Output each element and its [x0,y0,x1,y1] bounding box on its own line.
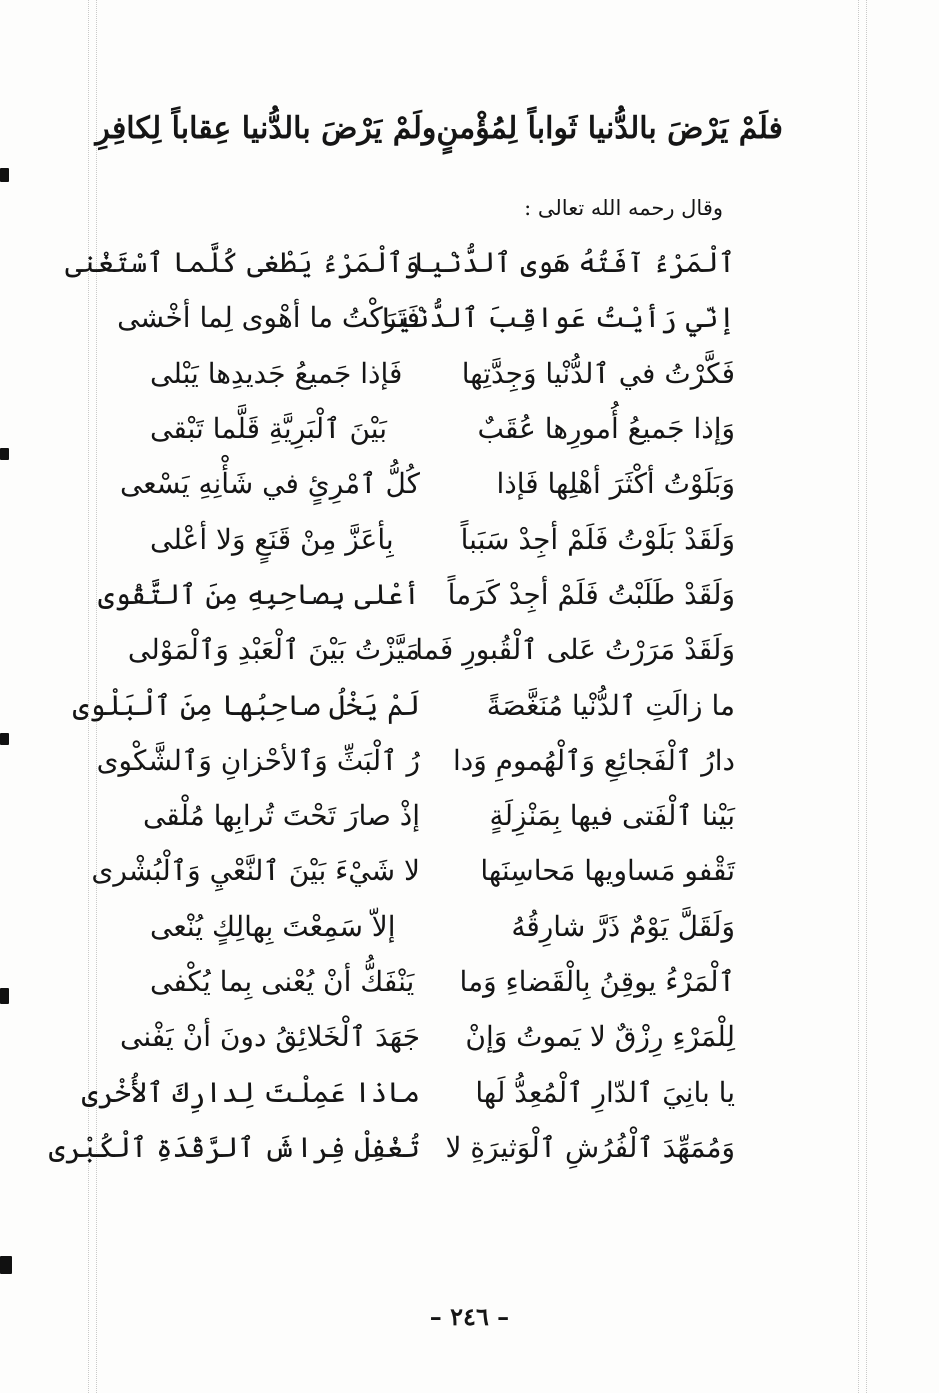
verse-line [96,733,735,788]
opening-verse [95,98,783,158]
verse-line [117,290,735,345]
opening-verse-first-hemistich: فلَمْ يَرْضَ بالدُّنيا ثَواباً لِمُؤْمنٍ [436,110,783,146]
scan-line-right-inner [858,0,859,1393]
verse-first-hemistich: وَلَقَلَّ يَوْمٌ ذَرَّ شارِقُهُ [511,909,735,943]
poem-introduction: وقال رحمه الله تعالى : [524,196,723,220]
verse-first-hemistich: ما زالَتِ ٱلدُّنْيا مُنَغَّصَةً [486,688,735,722]
verse-first-hemistich: وَمُمَهِّدَ ٱلْفُرُشِ ٱلْوَثيرَةِ لا [445,1130,735,1164]
verse-second-hemistich: لَمْ يَخْلُ صاحِبُها مِنَ ٱلْبَلْوى [72,688,420,722]
verse-first-hemistich: وَلَقَدْ طَلَبْتُ فَلَمْ أجِدْ كَرَماً [447,577,735,611]
verse-line [150,511,735,566]
verse-first-hemistich: وَبَلَوْتُ أكْثَرَ أهْلِها فَإذا [496,467,735,501]
verse-line [150,954,735,1009]
scan-line-right-outer [866,0,867,1393]
verse-line [91,843,735,898]
verse-second-hemistich: جَهَدَ ٱلْخَلائِقُ دونَ أنْ يَفْنى [119,1020,420,1054]
opening-verse-second-hemistich: ولَمْ يَرْضَ بالدُّنيا عِقاباً لِكافِرِ [95,110,437,146]
verse-first-hemistich: وَلَقَدْ مَرَرْتُ عَلى ٱلْقُبورِ فَما [415,633,735,667]
verse-first-hemistich: بَيْنا ٱلْفَتى فيها بِمَنْزِلَةٍ [489,799,735,833]
scan-edge-mark [0,1256,12,1274]
verse-first-hemistich: وَإذا جَميعُ أُمورِها عُقَبٌ [477,412,735,446]
verse-line [127,622,735,677]
verse-line [150,346,735,401]
poem [48,235,735,1175]
verse-second-hemistich: يَنْفَكُّ أنْ يُعْنى بِما يُكْفى [150,965,415,998]
verse-second-hemistich: فَإذا جَميعُ جَديدِها يَبْلى [150,356,403,390]
page-number: – ٢٤٦ – [429,1302,510,1331]
verse-second-hemistich: مَيَّزْتُ بَيْنَ ٱلْعَبْدِ وَٱلْمَوْلى [127,633,420,667]
verse-second-hemistich: ماذا عَمِلْتَ لِدارِكَ ٱلأُخْرى [81,1075,420,1109]
verse-second-hemistich: تُغْفِلْ فِراشَ ٱلرَّقْدَةِ ٱلْكُبْرى [48,1130,420,1164]
verse-second-hemistich: إلاّ سَمِعْتَ بِهالِكٍ يُنْعى [150,909,396,943]
verse-second-hemistich: لا شَيْءَ بَيْنَ ٱلنَّعْيِ وَٱلْبُشْرى [91,854,420,888]
verse-second-hemistich: رُ ٱلْبَثِّ وَٱلأحْزانِ وَٱلشَّكْوى [96,743,420,777]
verse-first-hemistich: يا بانِيَ ٱلدّارِ ٱلْمُعِدُّ لَها [475,1075,735,1109]
verse-first-hemistich: ٱلْمَرْءُ يوقِنُ بِالْقَضاءِ وَما [459,965,735,998]
verse-line [119,456,735,511]
verse-first-hemistich: دارُ ٱلْفَجائِعِ وَٱلْهُمومِ وَدا [453,743,735,777]
verse-line [119,1009,735,1064]
verse-line [81,1064,735,1119]
verse-line [97,567,735,622]
verse-first-hemistich: فَكَّرْتُ في ٱلدُّنْيا وَجِدَّتِها [461,356,735,390]
scan-edge-mark [0,168,9,182]
verse-first-hemistich: ٱلْمَرْءُ آفَتُهُ هَوى ٱلدُّنْيا [412,246,735,280]
verse-line [150,899,735,954]
verse-first-hemistich: إنّي رَأيْتُ عَواقِبَ ٱلدُّنْيا [380,301,735,335]
verse-line [65,235,735,290]
scan-edge-mark [0,733,9,745]
verse-second-hemistich: كُلُّ ٱمْرِئٍ في شَأْنِهِ يَسْعى [119,467,420,501]
verse-second-hemistich: إذْ صارَ تَحْتَ تُرابِها مُلْقى [142,799,420,833]
verse-line [48,1120,735,1175]
verse-line [72,677,735,732]
scan-edge-mark [0,988,9,1004]
verse-first-hemistich: تَقْفو مَساويها مَحاسِنَها [480,854,735,888]
scan-edge-mark [0,448,9,460]
verse-first-hemistich: وَلَقَدْ بَلَوْتُ فَلَمْ أجِدْ سَبَباً [460,522,735,556]
verse-first-hemistich: لِلْمَرْءِ رِزْقٌ لا يَموتُ وَإنْ [465,1020,735,1054]
verse-line [150,401,735,456]
verse-second-hemistich: بَيْنَ ٱلْبَرِيَّةِ قَلَّما تَبْقى [150,412,388,446]
verse-second-hemistich: أعْلى بِصاحِبِهِ مِنَ ٱلتَّقْوى [97,577,420,611]
verse-second-hemistich: فَتَرَكْتُ ما أهْوى لِما أخْشى [117,301,420,335]
verse-second-hemistich: بِأعَزَّ مِنْ قَنَعٍ وَلا أعْلى [150,522,394,556]
verse-second-hemistich: وَٱلْمَرْءُ يَطْغى كُلَّما ٱسْتَغْنى [65,246,420,280]
verse-line [142,788,735,843]
